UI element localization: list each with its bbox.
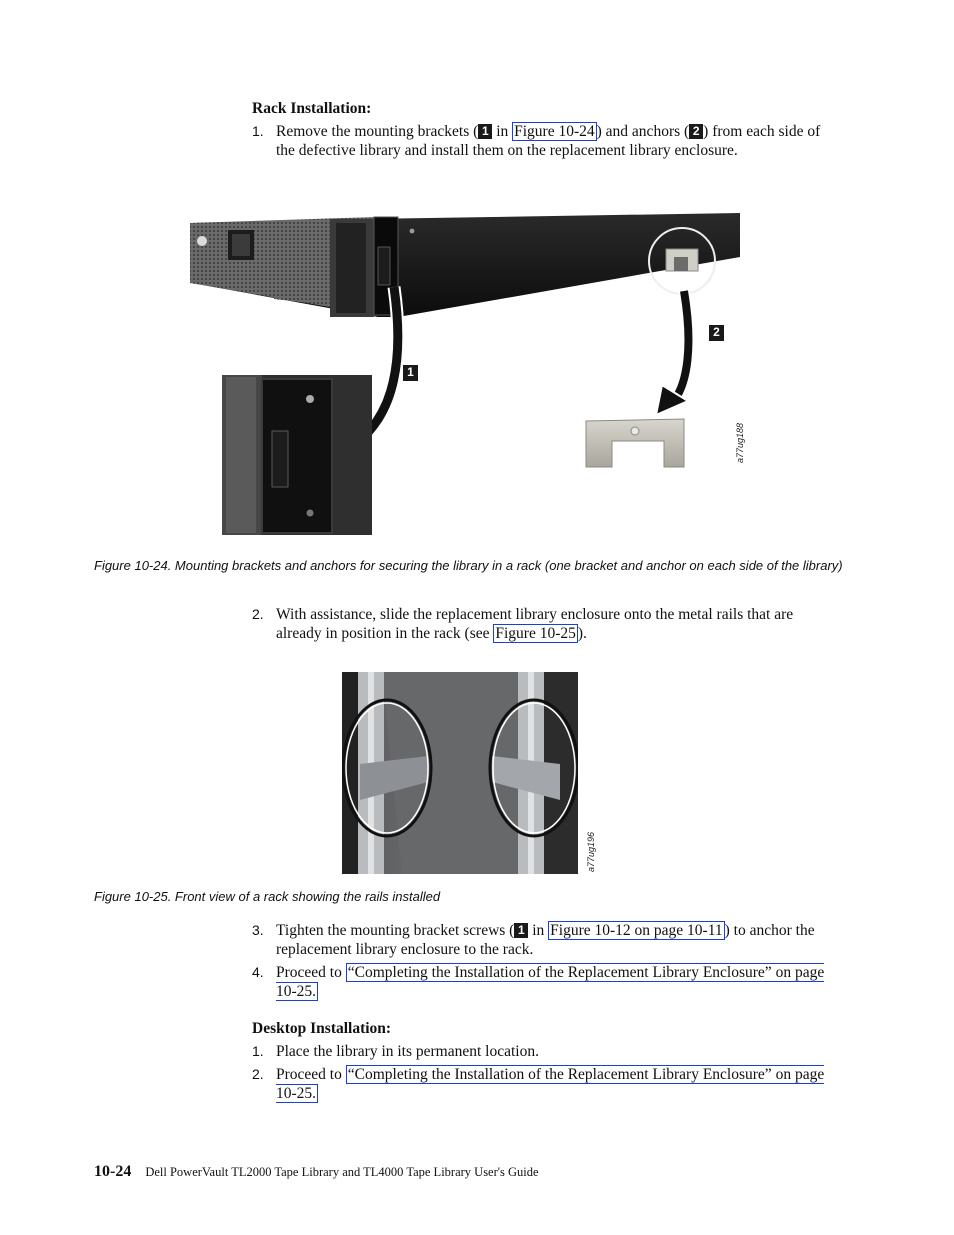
figure-callout-2: 2 [709,325,724,341]
figure-10-25-link[interactable]: Figure 10-25 [495,625,576,642]
document-title: Dell PowerVault TL2000 Tape Library and TL4000 Tape Library User's Guide [145,1165,539,1179]
figure-10-24-image [188,205,748,540]
rack-rails-photo [342,672,578,874]
page-footer [94,1163,539,1181]
mounting-brackets-illustration [188,205,748,540]
rack-step-4: 4. Proceed to “Completing the Installation of the Replacement Library Enclosure” on page 10-25. [252,964,825,1000]
figure-10-25-image [342,672,596,874]
completing-installation-link-desktop[interactable]: “Completing the Installation of the Replacement Library Enclosure” on page 10-25. [276,1066,825,1102]
desktop-installation-heading: Desktop Installation: [252,1020,392,1037]
figure-10-25-id: a77ug196 [586,831,596,872]
desktop-step-2: 2. Proceed to “Completing the Installation of the Replacement Library Enclosure” on page 10-25. [252,1066,825,1102]
figure-10-12-link[interactable]: Figure 10-12 on page 10-11 [550,922,723,939]
callout-2-inline: 2 [689,124,703,139]
figure-10-25-caption: Figure 10-25. Front view of a rack showing the rails installed [94,889,441,904]
rack-step-2: 2. With assistance, slide the replacement library enclosure onto the metal rails that are already in position in the rack (see Figure 10-25 ). [252,606,794,642]
completing-installation-link[interactable]: “Completing the Installation of the Replacement Library Enclosure” on page 10-25. [276,964,825,1000]
page-number: 10-24 [94,1163,132,1180]
figure-10-24-link[interactable]: Figure 10-24 [514,123,595,140]
rack-step-3: 3. Tighten the mounting bracket screws ( 1 in Figure 10-12 on page 10-11 ) to anchor the replacement library enclosure to the rack. [252,922,815,958]
rack-installation-heading: Rack Installation: [252,100,372,117]
desktop-step-1: 1. Place the library in its permanent location. [252,1043,539,1060]
figure-callout-1: 1 [403,365,418,381]
callout-1-inline: 1 [478,124,492,139]
figure-10-24-caption: Figure 10-24. Mounting brackets and anchors for securing the library in a rack (one bracket and anchor on each side of the library) [94,558,843,573]
figure-10-24-id: a77ug188 [735,422,745,463]
callout-1-inline-step3: 1 [514,923,528,938]
rack-step-1: 1. Remove the mounting brackets ( 1 in Figure 10-24 ) and anchors ( 2 ) from each side of the defective library and install them on the replacement library enclosure. [252,123,821,159]
